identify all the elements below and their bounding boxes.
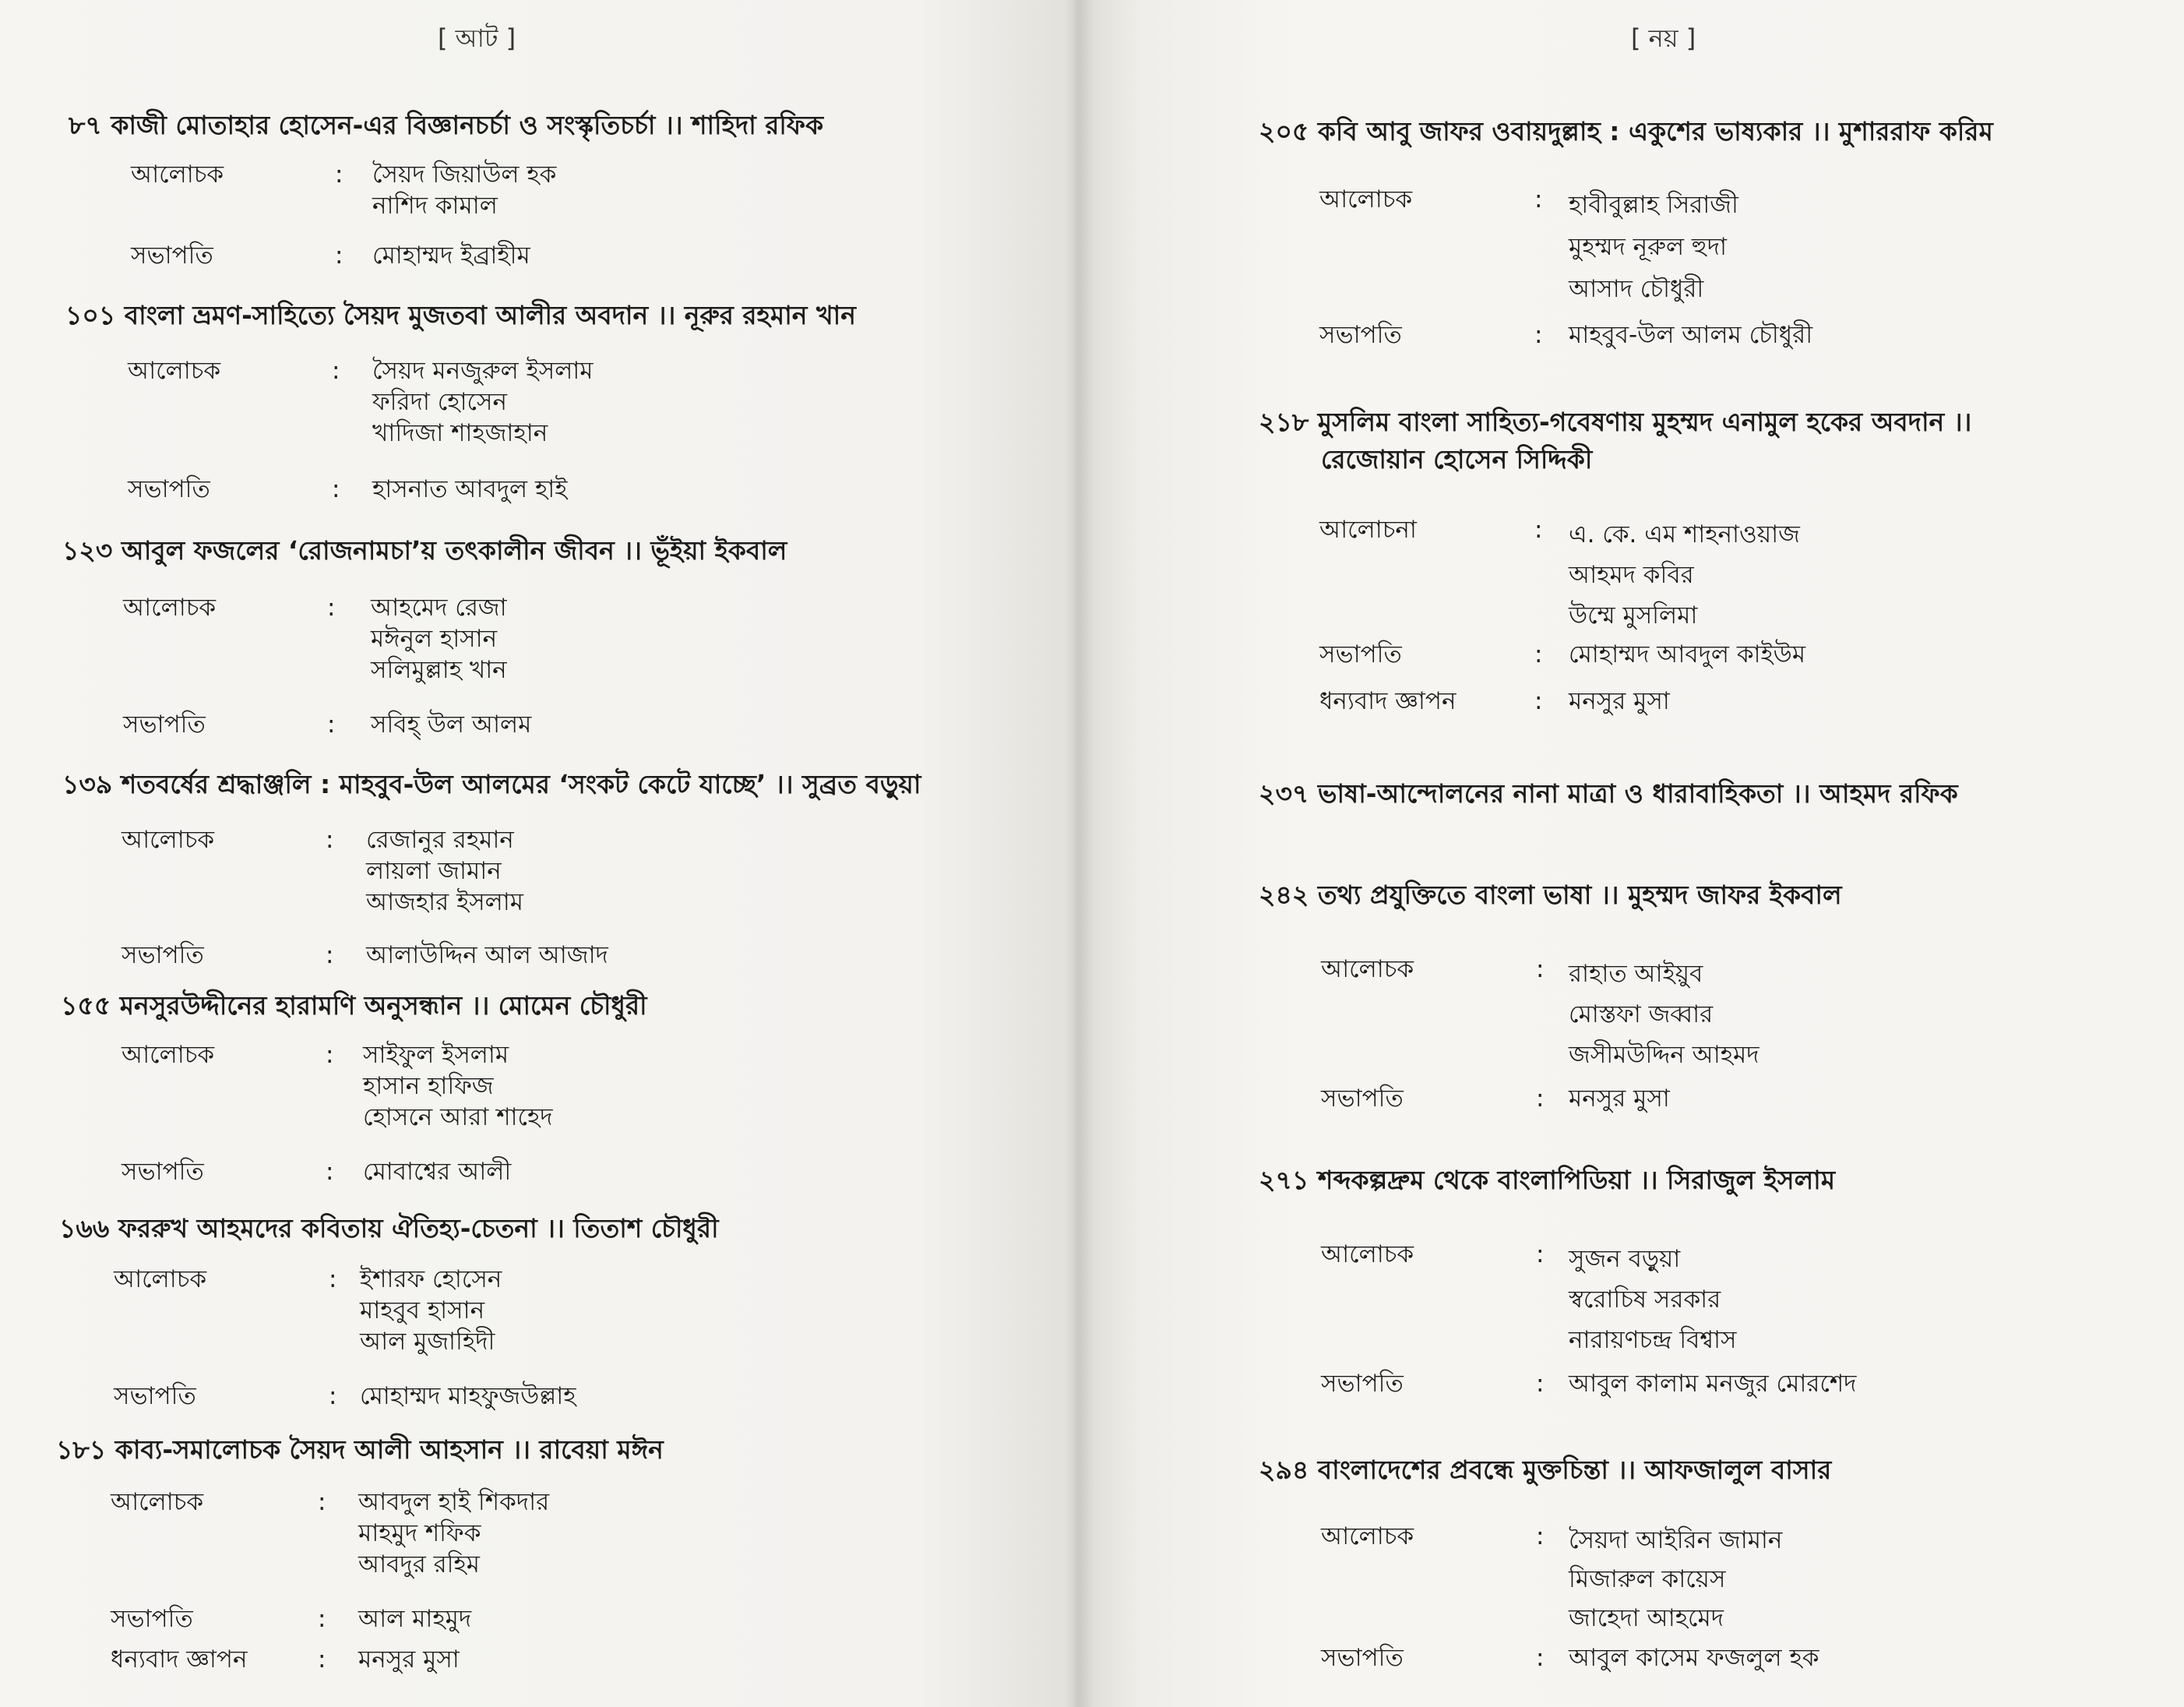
entry-title: ১২৩ আবুল ফজলের ‘রোজনামচা’য় তৎকালীন জীবন ।। ভূঁইয়া ইকবাল <box>62 535 787 566</box>
program-entry <box>65 299 856 332</box>
entry-title: ২৭১ শব্দকল্পদ্রুম থেকে বাংলাপিডিয়া ।। সিরাজুল ইসলাম <box>1259 1165 1836 1195</box>
discussant-name: জাহেদা আহমেদ <box>1569 1604 1724 1632</box>
role-label: আলোচক <box>114 1265 207 1293</box>
discussant-name: সলিমুল্লাহ খান <box>371 656 507 684</box>
discussant-name: লায়লা জামান <box>366 857 502 885</box>
entry-title: ১৫৫ মনসুরউদ্দীনের হারামণি অনুসন্ধান ।। মোমেন চৌধুরী <box>61 990 647 1021</box>
role-label: আলোচক <box>1321 1240 1414 1268</box>
discussant-names <box>371 592 507 686</box>
page-number: [ আট ] <box>438 23 516 53</box>
separator-colon: : <box>1536 1522 1545 1550</box>
discussant-name: মোস্তফা জব্বার <box>1569 1000 1714 1028</box>
discussant-name: সৈয়দা আইরিন জামান <box>1569 1526 1783 1554</box>
discussant-name: ইশারফ হোসেন <box>360 1265 502 1293</box>
thanks-name: মনসুর মুসা <box>1569 687 1670 715</box>
entry-title: ২৩৭ ভাষা-আন্দোলনের নানা মাত্রা ও ধারাবাহিকতা ।। আহমদ রফিক <box>1259 778 1958 809</box>
separator-colon: : <box>326 1041 334 1069</box>
entry-title: ১৬৬ ফররুখ আহমদের কবিতায় ঐতিহ্য-চেতনা ।। তিতাশ চৌধুরী <box>59 1213 719 1243</box>
entry-title: ১০১ বাংলা ভ্রমণ-সাহিত্যে সৈয়দ মুজতবা আলীর অবদান ।। নূরুর রহমান খান <box>65 300 856 330</box>
role-label: সভাপতি <box>122 941 204 969</box>
role-label: সভাপতি <box>114 1382 196 1410</box>
program-entry <box>69 109 823 142</box>
entry-title: ২৯৪ বাংলাদেশের প্রবন্ধে মুক্তচিন্তা ।। আফজালুল বাসার <box>1259 1455 1832 1485</box>
discussant-names <box>1569 1239 1737 1360</box>
program-entry <box>59 1212 719 1245</box>
discussant-name: সৈয়দ মনজুরুল ইসলাম <box>372 357 594 385</box>
separator-colon: : <box>329 1382 337 1410</box>
discussant-name: উম্মে মুসলিমা <box>1569 601 1698 630</box>
discussant-name: নাশিদ কামাল <box>372 192 498 220</box>
book-gutter <box>1064 0 1095 1707</box>
role-label: আলোচক <box>131 160 224 189</box>
program-entry <box>1259 1454 1831 1487</box>
separator-colon: : <box>1536 1644 1545 1672</box>
separator-colon: : <box>318 1605 326 1633</box>
entry-title <box>1259 404 1971 478</box>
chair-name: আলাউদ্দিন আল আজাদ <box>366 941 608 969</box>
discussant-names <box>358 1487 549 1580</box>
thanks-name: মনসুর মুসা <box>358 1645 460 1673</box>
page-number: [ নয় ] <box>1631 23 1696 53</box>
discussant-name: আসাদ চৌধুরী <box>1569 275 1704 303</box>
role-label: সভাপতি <box>1321 1644 1404 1672</box>
discussant-name: খাদিজা শাহজাহান <box>372 419 548 447</box>
discussant-name: মঈনুল হাসান <box>371 625 498 653</box>
discussant-name: রাহাত আইয়ুব <box>1569 960 1703 988</box>
discussant-names <box>1569 954 1760 1075</box>
entry-title: ১৩৯ শতবর্ষের শ্রদ্ধাঞ্জলি : মাহবুব-উল আলমের ‘সংকট কেটে যাচ্ছে’ ।। সুব্রত বড়ুয়া <box>62 769 921 799</box>
discussant-name: রেজানুর রহমান <box>366 826 514 854</box>
separator-colon: : <box>318 1645 326 1673</box>
role-label: সভাপতি <box>1321 1085 1404 1113</box>
separator-colon: : <box>1534 687 1543 715</box>
separator-colon: : <box>327 594 336 622</box>
chair-name: মোবাশ্বের আলী <box>363 1158 512 1186</box>
discussant-names <box>360 1264 502 1357</box>
role-label: আলোচক <box>123 594 217 622</box>
separator-colon: : <box>335 160 343 189</box>
separator-colon: : <box>1536 955 1545 983</box>
discussant-names <box>1569 1521 1782 1638</box>
discussant-name: সুজন বড়ুয়া <box>1569 1245 1681 1273</box>
chair-name: মনসুর মুসা <box>1569 1085 1670 1113</box>
discussant-names <box>366 824 523 918</box>
discussant-name: জসীমউদ্দিন আহমদ <box>1569 1041 1760 1069</box>
chair-name: মাহবুব-উল আলম চৌধুরী <box>1569 321 1813 349</box>
discussant-names <box>1569 514 1800 636</box>
program-entry <box>1259 404 1971 478</box>
program-entry <box>61 989 647 1022</box>
separator-colon: : <box>326 1158 334 1186</box>
discussant-name: হাসান হাফিজ <box>363 1072 494 1100</box>
discussant-names <box>372 159 556 221</box>
program-entry <box>56 1434 664 1466</box>
chair-name: সবিহ্ উল আলম <box>371 711 532 739</box>
chair-name: আবুল কালাম মনজুর মোরশেদ <box>1569 1370 1857 1398</box>
chair-name: মোহাম্মদ মাহফুজউল্লাহ <box>360 1382 576 1410</box>
separator-colon: : <box>326 941 334 969</box>
role-label: সভাপতি <box>128 475 210 503</box>
chair-name: মোহাম্মদ ইব্রাহীম <box>372 242 530 270</box>
discussant-name: মিজারুল কায়েস <box>1569 1565 1726 1593</box>
role-label: সভাপতি <box>122 1158 204 1186</box>
role-label: আলোচক <box>122 1041 215 1069</box>
discussant-name: সাইফুল ইসলাম <box>363 1041 509 1069</box>
role-label: আলোচক <box>1321 955 1414 983</box>
role-label: ধন্যবাদ জ্ঞাপন <box>111 1645 248 1673</box>
role-label: সভাপতি <box>131 242 213 270</box>
discussant-name: আবদুর রহিম <box>358 1550 481 1578</box>
title-line: রেজোয়ান হোসেন সিদ্দিকী <box>1321 444 1593 474</box>
role-label: সভাপতি <box>1321 1370 1404 1398</box>
role-label: আলোচক <box>122 826 215 854</box>
discussant-name: সৈয়দ জিয়াউল হক <box>372 160 557 189</box>
program-entry <box>1259 778 1958 810</box>
discussant-name: আল মুজাহিদী <box>360 1328 495 1356</box>
separator-colon: : <box>1534 185 1543 213</box>
discussant-names <box>372 355 594 449</box>
discussant-name: আবদুল হাই শিকদার <box>358 1488 550 1516</box>
role-label: আলোচক <box>1321 1522 1414 1550</box>
entry-title: ২৪২ তথ্য প্রযুক্তিতে বাংলা ভাষা ।। মুহম্মদ জাফর ইকবাল <box>1259 880 1842 910</box>
separator-colon: : <box>332 475 340 503</box>
chair-name: মোহাম্মদ আবদুল কাইউম <box>1569 640 1806 668</box>
role-label: ধন্যবাদ জ্ঞাপন <box>1319 687 1457 715</box>
title-line: ২১৮ মুসলিম বাংলা সাহিত্য-গবেষণায় মুহম্মদ এনামুল হকের অবদান ।। <box>1259 407 1972 437</box>
separator-colon: : <box>1536 1370 1545 1398</box>
separator-colon: : <box>1534 640 1543 668</box>
entry-title: ১৮১ কাব্য-সমালোচক সৈয়দ আলী আহসান ।। রাবেয়া মঈন <box>56 1434 664 1465</box>
discussant-name: আজহার ইসলাম <box>366 888 523 916</box>
separator-colon: : <box>318 1488 326 1516</box>
role-label: আলোচক <box>128 357 221 385</box>
discussant-names <box>363 1039 553 1133</box>
separator-colon: : <box>326 826 334 854</box>
program-entry <box>62 534 787 567</box>
chair-name: আবুল কাসেম ফজলুল হক <box>1569 1644 1819 1672</box>
left-page <box>0 0 1075 1707</box>
separator-colon: : <box>1534 516 1543 544</box>
program-entry <box>1259 1164 1835 1197</box>
separator-colon: : <box>327 711 336 739</box>
separator-colon: : <box>1536 1085 1545 1113</box>
discussant-names <box>1569 184 1738 310</box>
discussant-name: এ. কে. এম শাহনাওয়াজ <box>1569 520 1800 548</box>
discussant-name: আহমেদ রেজা <box>371 594 507 622</box>
separator-colon: : <box>329 1265 337 1293</box>
program-entry <box>1259 115 1993 148</box>
role-label: সভাপতি <box>1319 640 1402 668</box>
role-label: আলোচক <box>1319 185 1413 213</box>
separator-colon: : <box>332 357 340 385</box>
separator-colon: : <box>1536 1240 1545 1268</box>
discussant-name: হাবীবুল্লাহ সিরাজী <box>1569 191 1738 219</box>
discussant-name: হোসনে আরা শাহেদ <box>363 1103 553 1131</box>
discussant-name: ফরিদা হোসেন <box>372 388 507 416</box>
right-page <box>1075 0 2184 1707</box>
discussant-name: মাহমুদ শফিক <box>358 1519 481 1547</box>
role-label: সভাপতি <box>111 1605 193 1633</box>
discussant-name: আহমদ কবির <box>1569 561 1694 589</box>
program-entry <box>62 768 921 801</box>
role-label: আলোচনা <box>1319 516 1417 544</box>
role-label: সভাপতি <box>1319 321 1402 349</box>
role-label: আলোচক <box>111 1488 204 1516</box>
discussant-name: মুহম্মদ নূরুল হুদা <box>1569 233 1727 261</box>
discussant-name: নারায়ণচন্দ্র বিশ্বাস <box>1569 1326 1737 1354</box>
separator-colon: : <box>335 242 343 270</box>
role-label: সভাপতি <box>123 711 206 739</box>
discussant-name: মাহবুব হাসান <box>360 1296 485 1324</box>
separator-colon: : <box>1534 321 1543 349</box>
chair-name: আল মাহমুদ <box>358 1605 472 1633</box>
entry-title: ৮৭ কাজী মোতাহার হোসেন-এর বিজ্ঞানচর্চা ও সংস্কৃতিচর্চা ।। শাহিদা রফিক <box>69 110 824 140</box>
chair-name: হাসনাত আবদুল হাই <box>372 475 568 503</box>
entry-title: ২০৫ কবি আবু জাফর ওবায়দুল্লাহ : একুশের ভাষ্যকার ।। মুশাররাফ করিম <box>1259 116 1993 146</box>
discussant-name: স্বরোচিষ সরকার <box>1569 1286 1721 1314</box>
program-entry <box>1259 879 1842 912</box>
